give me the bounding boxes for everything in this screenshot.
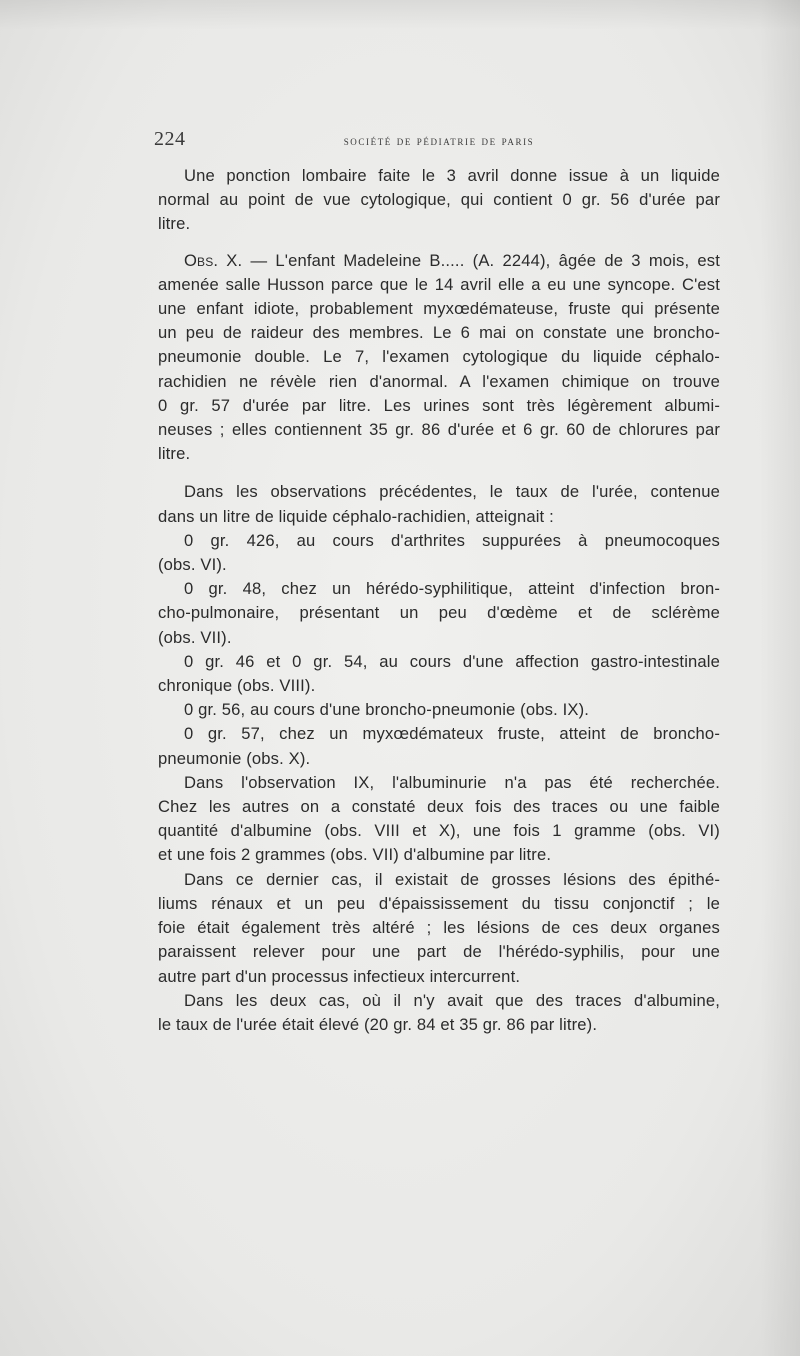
paragraph-albuminuria [158,771,720,868]
text-line: 0 gr. 57, chez un myxœdémateux fruste, atteint de broncho- [184,724,720,744]
text-line: cho-pulmonaire, présentant un peu d'œdème et de sclérème [158,603,720,623]
text-line: un peu de raideur des membres. Le 6 mai on constate une broncho- [158,323,720,343]
text-line: neuses ; elles contiennent 35 gr. 86 d'urée et 6 gr. 60 de chlorures par [158,420,720,440]
text-line: rachidien ne révèle rien d'anormal. A l'examen chimique on trouve [158,371,720,391]
text-line: une enfant idiote, probablement myxœdémateuse, fruste qui présente [158,299,720,319]
text-line: et une fois 2 grammes (obs. VII) d'albumine par litre. [158,845,552,865]
paragraph-lumbar-puncture [158,164,720,237]
text-line: Dans les deux cas, où il n'y avait que des traces d'albumine, [184,990,720,1010]
journal-title: société de pédiatrie de paris [343,133,535,148]
list-item-obs-viii [158,650,720,698]
list-item-obs-vi [158,529,720,577]
text-line: le taux de l'urée était élevé (20 gr. 84 et 35 gr. 86 par litre). [158,1014,598,1034]
text-line: dans un litre de liquide céphalo-rachidien, atteignait : [158,506,554,526]
text-line: litre. [158,214,191,234]
text-line: normal au point de vue cytologique, qui contient 0 gr. 56 d'urée par [158,190,720,210]
body-text [158,164,720,1037]
text-line [158,249,720,273]
list-item-obs-x [158,722,720,770]
text-line: Dans les observations précédentes, le taux de l'urée, contenue [184,482,720,502]
paragraph-lesions [158,868,720,989]
text-line: pneumonie (obs. X). [158,748,311,768]
page-number: 224 [154,128,186,150]
paragraph-summary-intro [158,480,720,528]
text-line: chronique (obs. VIII). [158,676,316,696]
text-line: foie était également très altéré ; les lésions de ces deux organes [158,918,720,938]
observation-label: Obs. X. [184,250,243,270]
text-line: autre part d'un processus infectieux intercurrent. [158,966,521,986]
text-line: Dans ce dernier cas, il existait de grosses lésions des épithé- [184,869,720,889]
list-item-obs-ix [158,698,720,722]
document-page [154,128,720,1037]
text-line: quantité d'albumine (obs. VIII et X), une fois 1 gramme (obs. VI) [158,821,720,841]
paragraph-conclusion [158,989,720,1037]
list-item-obs-vii [158,577,720,650]
running-head [154,128,720,154]
text-line: amenée salle Husson parce que le 14 avril elle a eu une syncope. C'est [158,274,720,294]
text-fragment: — L'enfant Madeleine B..... (A. 2244), âgée de 3 mois, est [242,250,720,270]
paragraph-observation-x [158,249,720,467]
text-line: 0 gr. 57 d'urée par litre. Les urines sont très légèrement albumi- [158,395,720,415]
text-line: paraissent relever pour une part de l'hérédo-syphilis, pour une [158,942,720,962]
text-line: 0 gr. 56, au cours d'une broncho-pneumonie (obs. IX). [184,700,590,720]
text-line: 0 gr. 426, au cours d'arthrites suppurées à pneumocoques [184,530,720,550]
page-top-shadow [0,0,800,30]
text-line: 0 gr. 48, chez un hérédo-syphilitique, atteint d'infection bron- [184,579,720,599]
text-line: (obs. VII). [158,627,232,647]
text-line: Dans l'observation IX, l'albuminurie n'a pas été recherchée. [184,772,720,792]
page-right-shadow [760,0,800,1356]
text-line: Une ponction lombaire faite le 3 avril donne issue à un liquide [184,166,720,185]
text-line: liums rénaux et un peu d'épaississement du tissu conjonctif ; le [158,893,720,913]
text-line: litre. [158,444,191,464]
text-line: pneumonie double. Le 7, l'examen cytologique du liquide céphalo- [158,347,720,367]
text-line: (obs. VI). [158,555,227,575]
text-line: 0 gr. 46 et 0 gr. 54, au cours d'une affection gastro-intestinale [184,651,720,671]
text-line: Chez les autres on a constaté deux fois des traces ou une faible [158,797,720,817]
